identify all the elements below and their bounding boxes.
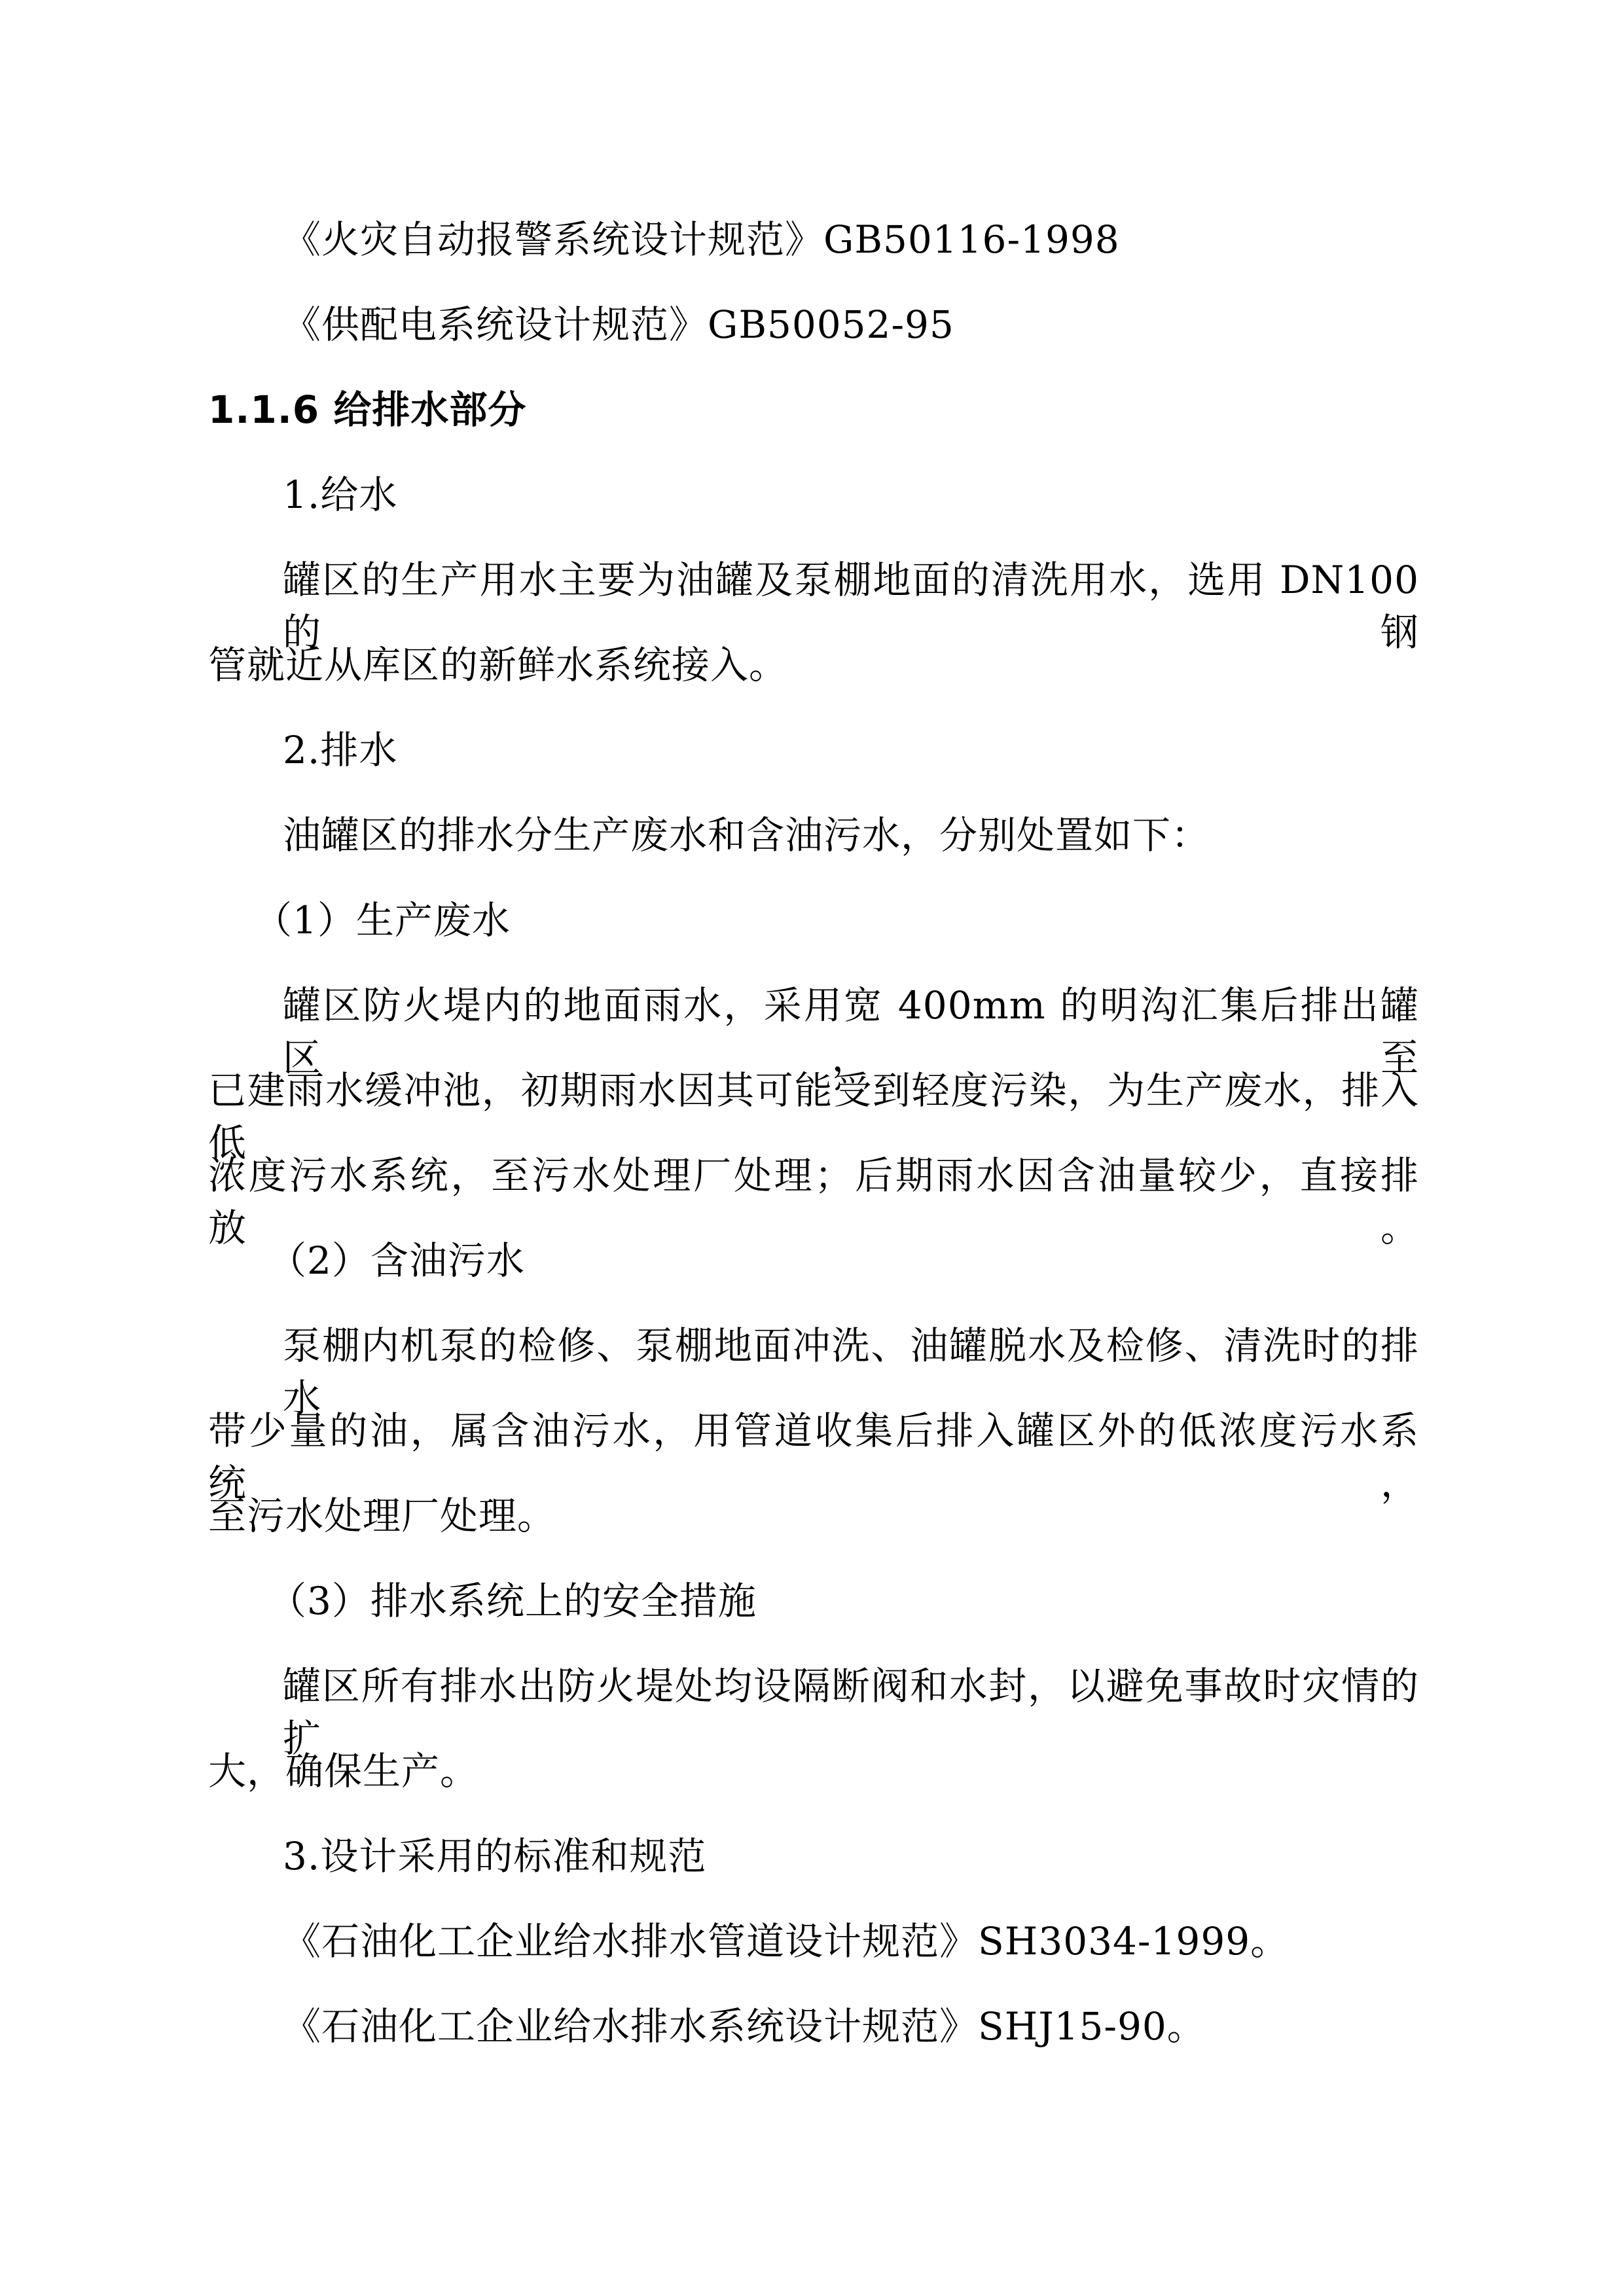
paragraph-oily-wastewater-line-2: 带少量的油，属含油污水，用管道收集后排入罐区外的低浓度污水系统，	[208, 1408, 1419, 1505]
paragraph-drainage-safety-line-2: 大，确保生产。	[208, 1749, 479, 1793]
standard-power-supply-line: 《供配电系统设计规范》GB50052-95	[283, 302, 954, 347]
paragraph-production-wastewater-line-3: 浓度污水系统，至污水处理厂处理；后期雨水因含油量较少，直接排放。	[208, 1153, 1419, 1250]
subheading-water-supply: 1.给水	[283, 473, 398, 517]
paragraph-production-wastewater-line-1: 罐区防火堤内的地面雨水，采用宽 400mm 的明沟汇集后排出罐区，至	[283, 983, 1419, 1080]
paragraph-oily-wastewater-line-1: 泵棚内机泵的检修、泵棚地面冲洗、油罐脱水及检修、清洗时的排水	[283, 1323, 1419, 1420]
subheading-design-standards: 3.设计采用的标准和规范	[283, 1834, 707, 1878]
paragraph-drainage-safety-line-1: 罐区所有排水出防火堤处均设隔断阀和水封，以避免事故时灾情的扩	[283, 1664, 1419, 1761]
standard-piping-design-line: 《石油化工企业给水排水管道设计规范》SH3034-1999。	[283, 1919, 1290, 1964]
subheading-drainage: 2.排水	[283, 728, 398, 772]
section-heading-water-supply-drainage: 1.1.6 给排水部分	[208, 387, 527, 432]
subheading-production-wastewater: （1）生产废水	[254, 898, 511, 942]
subheading-oily-wastewater: （2）含油污水	[268, 1238, 525, 1283]
paragraph-production-wastewater-line-2: 已建雨水缓冲池，初期雨水因其可能受到轻度污染，为生产废水，排入低	[208, 1068, 1419, 1165]
paragraph-water-supply-line-2: 管就近从库区的新鲜水系统接入。	[208, 643, 788, 687]
paragraph-oily-wastewater-line-3: 至污水处理厂处理。	[208, 1494, 556, 1538]
paragraph-water-supply-line-1: 罐区的生产用水主要为油罐及泵棚地面的清洗用水，选用 DN100 的钢	[283, 558, 1419, 655]
subheading-drainage-safety: （3）排水系统上的安全措施	[268, 1579, 757, 1623]
paragraph-drainage-intro: 油罐区的排水分生产废水和含油污水，分别处置如下：	[283, 813, 1210, 857]
standard-system-design-line: 《石油化工企业给水排水系统设计规范》SHJ15-90。	[283, 2004, 1206, 2049]
standard-fire-alarm-line: 《火灾自动报警系统设计规范》GB50116-1998	[283, 217, 1120, 262]
